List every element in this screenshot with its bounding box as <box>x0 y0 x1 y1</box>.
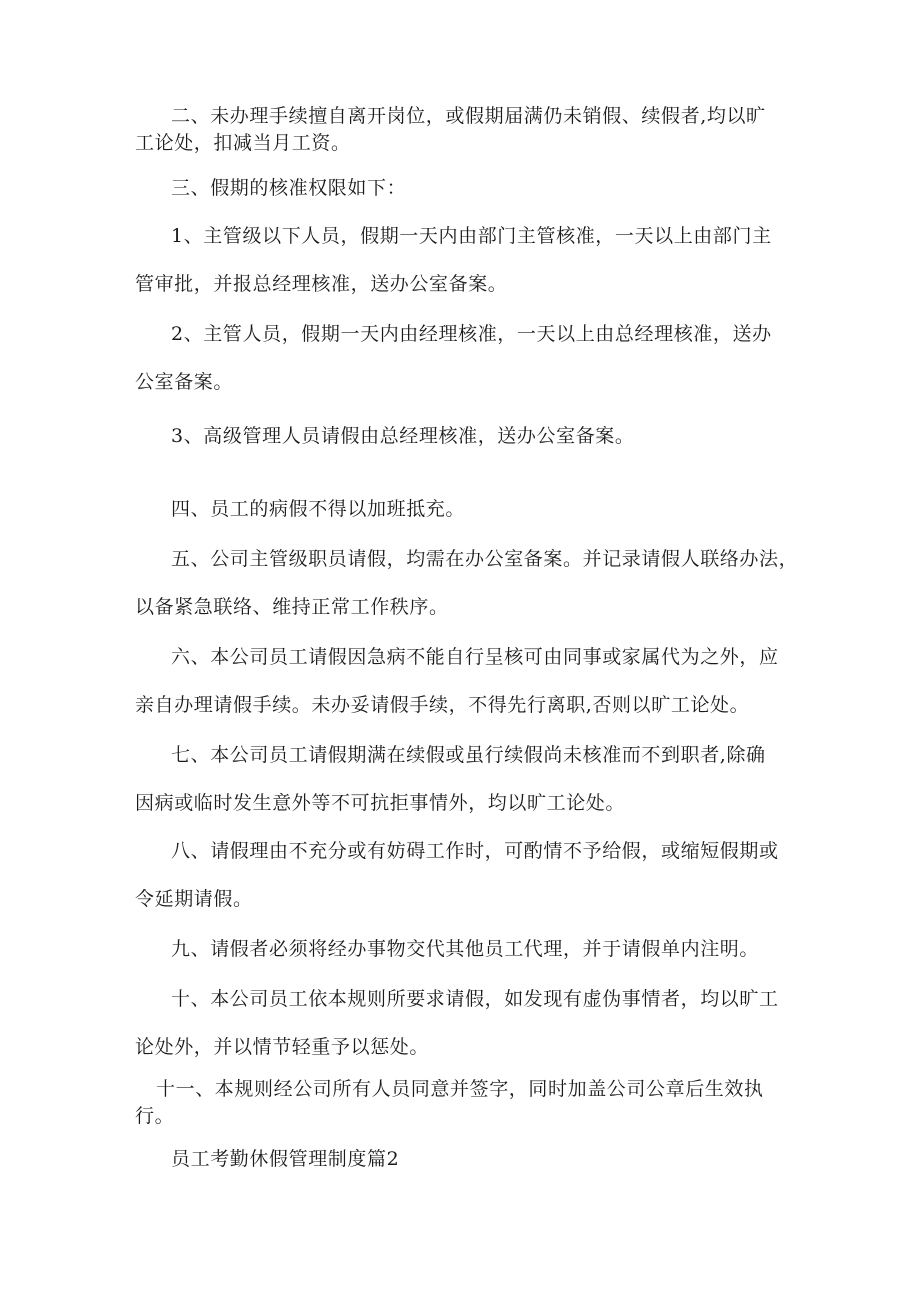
paragraph-2-line-2: 工论处，扣减当月工资。 <box>135 132 351 154</box>
paragraph-5-line-2: 以备紧急联络、维持正常工作秩序。 <box>135 596 449 618</box>
paragraph-10-line-2: 论处外，并以情节轻重予以惩处。 <box>135 1036 430 1058</box>
paragraph-10-line-1: 十、本公司员工依本规则所要求请假，如发现有虚伪事情者，均以旷工 <box>171 988 779 1010</box>
paragraph-6-line-2: 亲自办理请假手续。未办妥请假手续，不得先行离职,否则以旷工论处。 <box>135 694 750 716</box>
paragraph-3-1-line-2: 管审批，并报总经理核准，送办公室备案。 <box>135 273 508 295</box>
paragraph-6-line-1: 六、本公司员工请假因急病不能自行呈核可由同事或家属代为之外，应 <box>171 646 779 668</box>
paragraph-7-line-2: 因病或临时发生意外等不可抗拒事情外，均以旷工论处。 <box>135 792 626 814</box>
paragraph-3-line-1: 三、假期的核准权限如下： <box>171 177 407 199</box>
paragraph-2-line-1: 二、未办理手续擅自离开岗位，或假期届满仍未销假、续假者,均以旷 <box>171 105 766 127</box>
paragraph-5-line-1: 五、公司主管级职员请假，均需在办公室备案。并记录请假人联络办法， <box>171 548 799 570</box>
paragraph-9-line-1: 九、请假者必须将经办事物交代其他员工代理，并于请假单内注明。 <box>171 938 760 960</box>
paragraph-3-2-line-1: 2、主管人员，假期一天内由经理核准，一天以上由总经理核准，送办 <box>171 323 772 345</box>
paragraph-8-line-2: 令延期请假。 <box>135 888 253 910</box>
paragraph-8-line-1: 八、请假理由不充分或有妨碍工作时，可酌情不予给假，或缩短假期或 <box>171 840 779 862</box>
paragraph-11-line-1: 十一、本规则经公司所有人员同意并签字，同时加盖公司公章后生效执 <box>156 1078 764 1100</box>
paragraph-4-line-1: 四、员工的病假不得以加班抵充。 <box>171 498 466 520</box>
paragraph-11-line-2: 行。 <box>135 1105 175 1127</box>
section-heading: 员工考勤休假管理制度篇2 <box>171 1148 400 1170</box>
paragraph-7-line-1: 七、本公司员工请假期满在续假或虽行续假尚未核准而不到职者,除确 <box>171 744 766 766</box>
paragraph-3-1-line-1: 1、主管级以下人员，假期一天内由部门主管核准，一天以上由部门主 <box>171 225 772 247</box>
paragraph-3-3-line-1: 3、高级管理人员请假由总经理核准，送办公室备案。 <box>171 425 635 447</box>
paragraph-3-2-line-2: 公室备案。 <box>135 371 234 393</box>
